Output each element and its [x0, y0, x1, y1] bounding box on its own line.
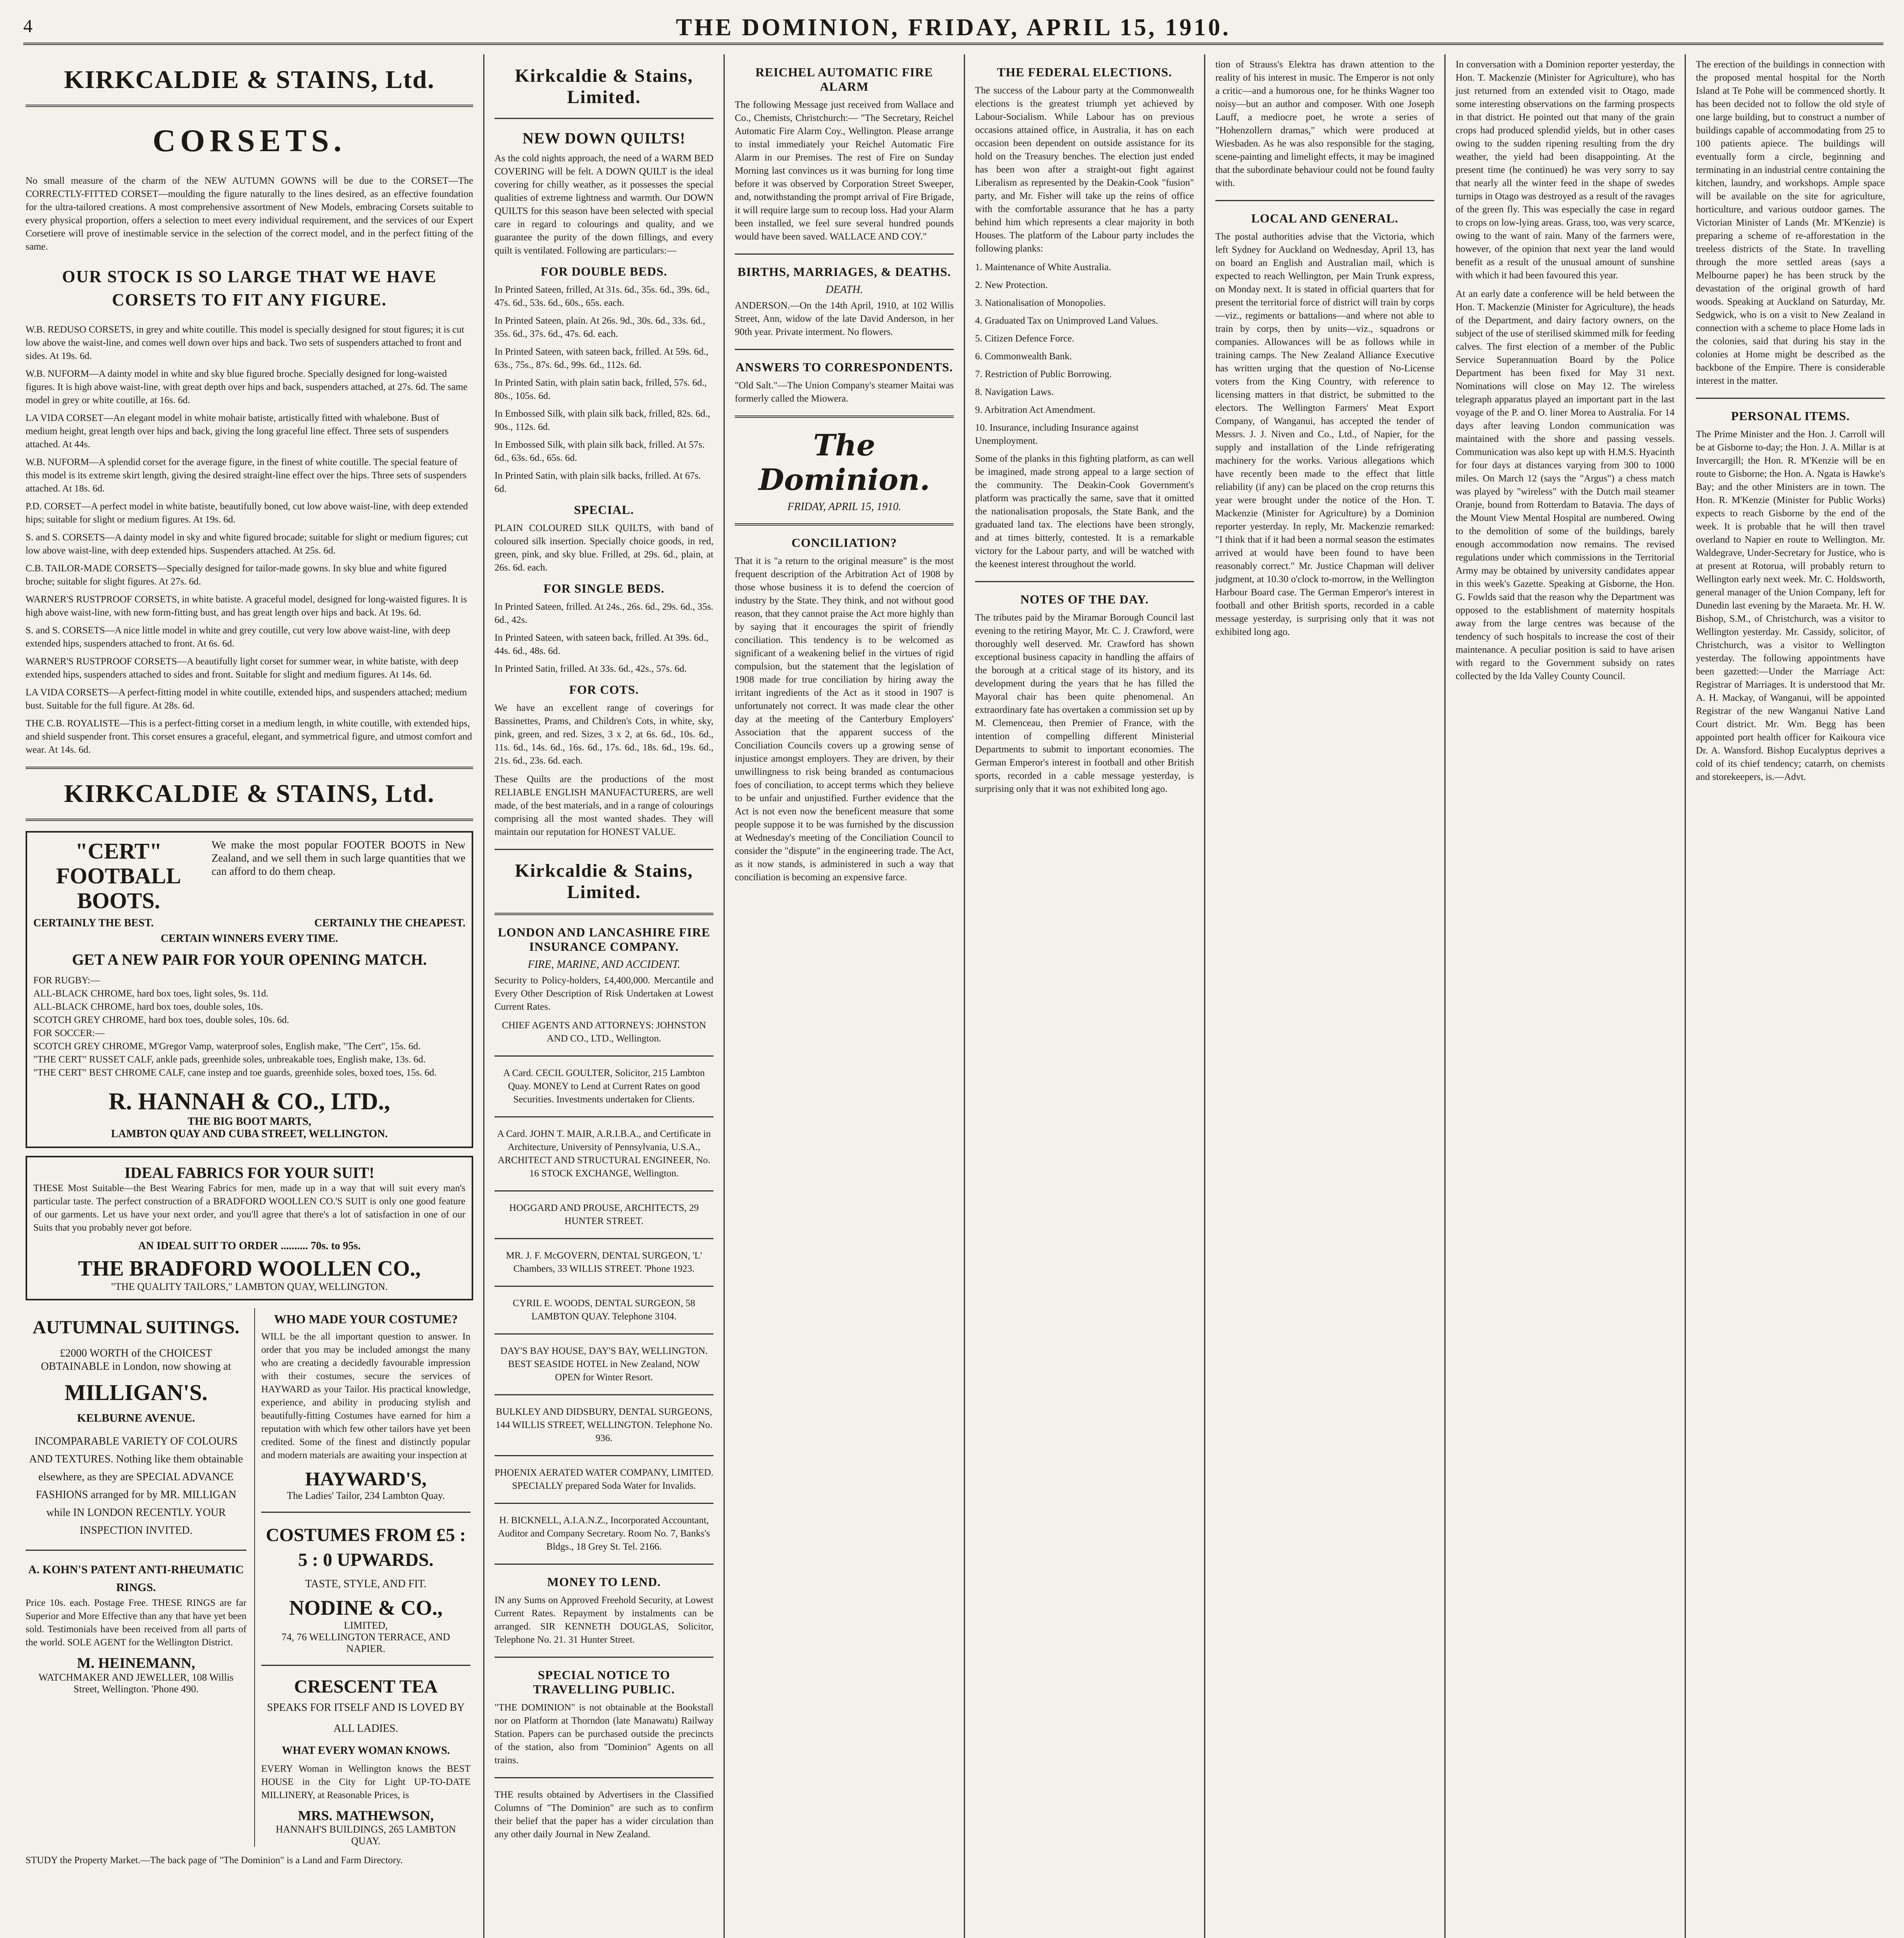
kirkcaldie-heading-2: Kirkcaldie & Stains, Limited. — [515, 66, 693, 107]
corset-item: THE C.B. ROYALISTE—This is a perfect-fitting corset in a medium length, in white coutille, with extended hips, and shield suspender front. This corset ensures a graceful, elegant, and symmetrical figure, and utmost comfort and wear. At 14s. 6d. — [26, 718, 472, 755]
column-7-articles — [1686, 54, 1895, 1938]
boots-list-item: SCOTCH GREY CHROME, hard box toes, double soles, 10s. 6d. — [33, 1015, 289, 1025]
local-heading: LOCAL AND GENERAL. — [1251, 211, 1399, 225]
divider — [1696, 398, 1885, 399]
heinemann-name: M. HEINEMANN, — [77, 1655, 195, 1671]
quilts-heading: NEW DOWN QUILTS! — [522, 129, 686, 147]
divider — [26, 1550, 246, 1551]
costumes-title: COSTUMES FROM £5 : 5 : 0 UPWARDS. — [266, 1525, 466, 1570]
suitings-title: AUTUMNAL SUITINGS. — [33, 1317, 240, 1338]
page-number: 4 — [23, 16, 33, 36]
alarm-text: The following Message just received from Wallace and Co., Chemists, Christchurch:— "The Secretary, Reichel Automatic Fire Alarm Coy., Wellington. Please arrange to instal immediately your Reichel Automatic Fire Alarm in our Premises. The rest of Fire on Sunday Morning last convinces us it was burning for long time before it was observed by Corporation Street Sweeper, and, notwithstanding the prompt arrival of Fire Brigade, it will require large sum to recoup loss. Had your Alarm been installed, we feel sure several hundred pounds would have been saved. WALLACE AND COY." — [735, 100, 954, 242]
fabrics-price: AN IDEAL SUIT TO ORDER .......... 70s. to 95s. — [138, 1240, 361, 1252]
quilts-text: As the cold nights approach, the need of a WARM BED COVERING will be felt. A DOWN QUILT is the ideal covering for chilly weather, as it possesses the special qualities of extreme lightness and warmth. Our DOWN QUILTS for this season have been selected with special care in regard to colourings and quality, and we guarantee the purity of the down fillings, and every quilt is ventilated. Following are particulars:— — [495, 153, 713, 256]
notes-heading: NOTES OF THE DAY. — [1020, 592, 1149, 606]
column-5-articles — [1205, 54, 1446, 1938]
card-woods: CYRIL E. WOODS, DENTAL SURGEON, 58 LAMBTON QUAY. Telephone 3104. — [513, 1298, 695, 1322]
boots-list-item: ALL-BLACK CHROME, hard box toes, double soles, 10s. — [33, 1002, 263, 1012]
plank-item: 5. Citizen Defence Force. — [975, 333, 1075, 344]
plank-item: 2. New Protection. — [975, 280, 1048, 290]
nodine-name: NODINE & CO., — [289, 1596, 443, 1619]
divider — [26, 767, 473, 769]
divider — [495, 1455, 713, 1456]
divider — [495, 1055, 713, 1057]
quilt-item: In Printed Satin, frilled. At 33s. 6d., 42s., 57s. 6d. — [495, 664, 687, 674]
boots-note: We make the most popular FOOTER BOOTS in New Zealand, and we sell them in such large quantities that we can afford to do them cheap. — [212, 839, 465, 878]
cots-heading: FOR COTS. — [569, 683, 639, 697]
mathewson-addr: HANNAH'S BUILDINGS, 265 LAMBTON QUAY. — [276, 1824, 456, 1847]
notice-text: "THE DOMINION" is not obtainable at the Bookstall nor on Platform at Thorndon (late Manawatu) Railway Station. Papers can be purchased outside the precincts of the station, also from "Dominion" Agents on all trains. — [495, 1702, 713, 1766]
crescent-text: SPEAKS FOR ITSELF AND IS LOVED BY ALL LADIES. — [267, 1702, 465, 1735]
quilt-item: In Printed Sateen, with sateen back, frilled. At 39s. 6d., 44s. 6d., 48s. 6d. — [495, 633, 708, 656]
corsets-heading: CORSETS. — [152, 123, 346, 158]
death-text: ANDERSON.—On the 14th April, 1910, at 102 Willis Street, Ann, widow of the late David Anderson, in her 90th year. Private interment. No flowers. — [735, 300, 954, 337]
boots-list-item: FOR SOCCER:— — [33, 1028, 105, 1038]
divider — [495, 1564, 713, 1565]
plank-item: 9. Arbitration Act Amendment. — [975, 405, 1096, 415]
column-1-advertisements — [16, 54, 484, 1938]
local-text: The postal authorities advise that the Victoria, which left Sydney for Auckland on Wednesday, April 13, has on board an English and Australian mail, which is expected to reach Wellington, per Main Trunk express, on Monday next. It is stated in official quarters that for present the territorial force of district will train by corps—viz., regiments or battalions—and where not able to train by corps, then by units—viz., squadrons or companies. Allowances will be as follows while in training camps. The New Zealand Alliance Executive has written urging that the question of No-License voters from the King Country, with reference to licensing matters in that district, be submitted to the electors. The Wellington Farmers' Meat Export Company, of Wanganui, has accepted the tender of Messrs. J. J. Niven and Co., Ltd., of Napier, for the supply and installation of the Linde refrigerating machinery for the works. Various allegations which have recently been made to the effect that little reliability (if any) can be placed on the crop returns this year were brought under the notice of the Hon. T. Mackenzie (Minister for Agriculture) by a Dominion reporter yesterday. In reply, Mr. Mackenzie remarked: "I think that if it had been a normal season the estimates arrived at would have been found to have been reasonably correct." Mr. Justice Chapman will deliver judgment, at 10.30 o'clock to-morrow, in the Wellington Harbour Board case. The German Emperor's interest in football and other British sports, recorded in a cable message yesterday, is surprising only that it was not exhibited long ago. — [1215, 231, 1434, 637]
column-2-advertisements — [484, 54, 725, 1938]
federal-text-1: The success of the Labour party at the Commonwealth elections is the greatest triumph yet achieved by Labour-Socialism. While Labour has on previous occasions attained office, in Australia, it has on each occasion been dependent on outside assistance for its hold on the Treasury benches. The election just ended has been won after a straight-out fight against Liberalism as represented by the Deakin-Cook "fusion" party, and Mr. Fisher will take up the reins of office with the comfortable assurance that he has a party behind him which represents a clear majority in both Houses. The platform of the Labour party includes the following planks: — [975, 85, 1194, 254]
milligan-text: INCOMPARABLE VARIETY OF COLOURS AND TEXTURES. Nothing like them obtainable elsewhere, as they are SPECIAL ADVANCE FASHIONS arranged for by MR. MILLIGAN while IN LONDON RECENTLY. YOUR INSPECTION INVITED. — [29, 1435, 243, 1536]
corset-item: S. and S. CORSETS—A nice little model in white and grey coutille, cut very low above waist-line, with deep extended hips, suspenders attached to front. At 6s. 6d. — [26, 625, 450, 649]
football-boots-ad — [26, 831, 473, 1148]
notes-text: The tributes paid by the Miramar Borough Council last evening to the retiring Mayor, Mr. C. J. Crawford, were thoroughly well deserved. Mr. Crawford has shown exceptional business capacity in handling the affairs of the borough at a critical stage of its history, and its development during the years that he has filled the Mayoral chair has been quite phenomenal. An extraordinary fate has overtaken a commission set up by M. Clemenceau, then Premier of France, with the intention of compelling different Ministerial Departments to submit to important economies. The German Emperor's interest in football and other British sports, recorded in a cable message yesterday, is surprising only that it was not exhibited long ago. — [975, 612, 1194, 794]
divider — [495, 118, 713, 119]
insurance-sub: FIRE, MARINE, AND ACCIDENT. — [527, 959, 681, 971]
kirkcaldie-heading-3: Kirkcaldie & Stains, Limited. — [515, 860, 693, 902]
divider — [495, 1777, 713, 1778]
page-masthead — [23, 12, 1883, 45]
divider — [1215, 200, 1434, 201]
quilt-item: In Embossed Silk, with plain silk back, frilled. At 57s. 6d., 63s. 6d., 65s. 6d. — [495, 440, 705, 463]
insurance-agents: CHIEF AGENTS AND ATTORNEYS: JOHNSTON AND CO., LTD., Wellington. — [502, 1020, 706, 1044]
corset-item: LA VIDA CORSETS—A perfect-fitting model in white coutille, extended hips, and suspenders attached; medium bust. Suitable for the full figure. At 28s. 6d. — [26, 687, 467, 711]
divider — [975, 581, 1194, 582]
editorial-heading: CONCILIATION? — [791, 536, 897, 550]
editorial-masthead: The Dominion. — [758, 428, 930, 497]
kohn-title: A. KOHN'S PATENT ANTI-RHEUMATIC RINGS. — [28, 1563, 244, 1594]
divider — [261, 1665, 470, 1666]
quilts-footer: These Quilts are the productions of the most RELIABLE ENGLISH MANUFACTURERS, are well made, of the best materials, and in a range of colourings comprising all the most wanted shades. They will maintain our reputation for HONEST VALUE. — [495, 774, 713, 837]
heinemann-addr: WATCHMAKER AND JEWELLER, 108 Willis Street, Wellington. 'Phone 490. — [38, 1672, 234, 1695]
card-bulkley: BULKLEY AND DIDSBURY, DENTAL SURGEONS, 144 WILLIS STREET, WELLINGTON. Telephone No. 936. — [495, 1407, 713, 1443]
corset-item: W.B. NUFORM—A splendid corset for the average figure, in the finest of white coutille. The special feature of this model is its extreme skirt length, giving the desired straight-line effect over the hips. Three sets of suspenders attached. At 18s. 6d. — [26, 457, 467, 494]
corset-item: W.B. REDUSO CORSETS, in grey and white coutille. This model is specially designed for stout figures; it is cut low above the waist-line, and comes well down over hips and back. Two sets of suspenders attached to front and sides. At 19s. 6d. — [26, 324, 464, 361]
nodine-sub: LIMITED, — [344, 1620, 388, 1631]
ads-row — [26, 1308, 473, 1847]
money-text: IN any Sums on Approved Freehold Security, at Lowest Current Rates. Repayment by instalments can be arranged. SIR KENNETH DOUGLAS, Solicitor, Telephone No. 21. 31 Hunter Street. — [495, 1595, 713, 1645]
boots-list-item: ALL-BLACK CHROME, hard box toes, light soles, 9s. 11d. — [33, 988, 269, 999]
bradford-ad — [26, 1156, 473, 1300]
personal-heading: PERSONAL ITEMS. — [1731, 409, 1850, 423]
crescent-title: CRESCENT TEA — [294, 1676, 438, 1697]
answers-heading: ANSWERS TO CORRESPONDENTS. — [736, 360, 953, 374]
crescent-tag: WHAT EVERY WOMAN KNOWS. — [282, 1745, 450, 1757]
fabrics-title: IDEAL FABRICS FOR YOUR SUIT! — [124, 1164, 374, 1181]
plank-item: 3. Nationalisation of Monopolies. — [975, 298, 1106, 308]
column-4-articles — [965, 54, 1205, 1938]
newspaper-title: THE DOMINION, FRIDAY, APRIL 15, 1910. — [676, 14, 1231, 41]
corset-item: WARNER'S RUSTPROOF CORSETS—A beautifully light corset for summer wear, in white batiste, with deep extended hips, suspenders attached to sides and front. Suitable for slight and medium figures. At 14s. 6d. — [26, 656, 458, 680]
double-beds-heading: FOR DOUBLE BEDS. — [541, 264, 667, 278]
corsets-intro: No small measure of the charm of the NEW AUTUMN GOWNS will be due to the CORSET—The CORRECTLY-FITTED CORSET—moulding the figure naturally to the lines desired, as an effective foundation for the ultra-tailored creations. A most comprehensive assortment of New Models, embracing Corsets suitable to every physical proportion, offers a selection to meet every individual requirement, and the services of our Expert Corsetiere will prove of inestimable service in the selection of the correct model, and in the perfect fitting of the same. — [26, 176, 473, 252]
quilt-item: In Printed Sateen, with sateen back, frilled. At 59s. 6d., 63s., 75s., 87s. 6d., 99s. 6d., 112s. 6d. — [495, 347, 708, 370]
plank-item: 7. Restriction of Public Borrowing. — [975, 369, 1112, 379]
card-bicknell: H. BICKNELL, A.I.A.N.Z., Incorporated Accountant, Auditor and Company Secretary. Room No. 7, Banks's Bldgs., 18 Grey St. Tel. 2166. — [498, 1515, 710, 1552]
divider — [735, 523, 954, 526]
card-goulter: A Card. CECIL GOULTER, Solicitor, 215 Lambton Quay. MONEY to Lend at Current Rates on good Securities. Investments undertaken for Clients. — [503, 1068, 705, 1105]
special-heading: SPECIAL. — [574, 503, 634, 517]
quilt-item: In Printed Satin, with plain silk backs, frilled. At 67s. 6d. — [495, 471, 701, 494]
divider — [26, 105, 473, 107]
boots-tag-best: CERTAINLY THE BEST. — [33, 917, 154, 929]
otago-text: In conversation with a Dominion reporter yesterday, the Hon. T. Mackenzie (Minister for Agriculture), who has just returned from an extended visit to Otago, made some interesting observations on the farming prospects in that district. He pointed out that many of the grain crops had produced splendid yields, but in other cases owing to the sudden ripening resulting from the dry weather, the yield had been disappointing. At the present time (he continued) he was very sorry to say that nearly all the winter feed in the shape of swedes turnips in Otago was destroyed as a result of the ravages of the green fly. This was especially the case in regard to crops on low-lying areas. Grass, too, was very scarce, owing to the want of rain. Many of the farmers were, however, of the opinion that next year the land would benefit as a result of the unusual amount of sunshine with which it had been favoured this year. — [1456, 59, 1675, 281]
milligan-name: MILLIGAN'S. — [64, 1380, 208, 1405]
divider — [495, 1657, 713, 1658]
hayward-ad — [254, 1308, 470, 1847]
study-property-text: STUDY the Property Market.—The back page of "The Dominion" is a Land and Farm Directory. — [26, 1855, 403, 1866]
insurance-text: Security to Policy-holders, £4,400,000. Mercantile and Every Other Description of Risk Undertaken at Lowest Current Rates. — [495, 975, 713, 1012]
death-heading: DEATH. — [825, 284, 863, 296]
editorial-text: That it is "a return to the original measure" is the most frequent description of the Arbitration Act of 1908 by those whose business it is to defend the coercion of industry by the State. They think, and not without good reason, that they cannot praise the Act more highly than by saying that it encourages the spirit of friendly conciliation. This tendency is to be welcomed as significant of a weakening belief in the virtues of rigid compulsion, but the statement that the legislation of 1908 made for true conciliation by hiring away the irritant ingredients of the Act as it stood in 1907 is unfortunately not correct. It was made clear the other day at the meeting of the Canterbury Employers' Association that the apparent success of the Conciliation Councils covers up a growing sense of injustice amongst employers. They are driven, by their unwillingness to risk being branded as contumacious foes of conciliation, to accept terms which they believe to be unfair and unjustified. Further evidence that the Act is not even now the beneficent measure that some people suppose it to be was furnished by the discussion at Wednesday's meeting of the Conciliation Council to consider the "dispute" in the engineering trade. The Act, as it now stands, is administered in such a way that conciliation is becoming an expensive farce. — [735, 556, 954, 883]
milligan-addr: KELBURNE AVENUE. — [77, 1412, 195, 1424]
hannah-addr2: LAMBTON QUAY AND CUBA STREET, WELLINGTON. — [111, 1128, 388, 1140]
plank-item: 1. Maintenance of White Australia. — [975, 262, 1111, 272]
answers-text: "Old Salt."—The Union Company's steamer Maitai was formerly called the Miowera. — [735, 380, 954, 404]
divider — [495, 1333, 713, 1335]
hannah-name: R. HANNAH & CO., LTD., — [109, 1088, 390, 1115]
kohn-text: Price 10s. each. Postage Free. THESE RINGS are far Superior and More Effective than any that have yet been sold. Testimonials have been received from all parts of the world. SOLE AGENT for the Wellington District. — [26, 1598, 246, 1648]
divider — [735, 253, 954, 255]
divider — [495, 1238, 713, 1239]
nodine-addr: 74, 76 WELLINGTON TERRACE, AND NAPIER. — [281, 1631, 450, 1654]
column-6-articles — [1446, 54, 1686, 1938]
federal-text-2: Some of the planks in this fighting platform, as can well be imagined, made strong appeal to a large section of the community. The Deakin-Cook Government's platform was practically the same, save that it omitted the nationalisation proposals, the State Bank, and the graduated land tax. The elections have been strongly, and at times bitterly, contested. It is a remarkable victory for the Labour party, and will be watched with the keenest interest throughout the world. — [975, 453, 1194, 569]
corset-item: WARNER'S RUSTPROOF CORSETS, in white batiste. A graceful model, designed for long-waisted figures. It is high above waist-line, with new form-fitting bust, and has great length over hips and back. At 19s. 6d. — [26, 594, 467, 618]
kirkcaldie-heading: KIRKCALDIE & STAINS, Ltd. — [64, 66, 435, 94]
boots-get-pair: GET A NEW PAIR FOR YOUR OPENING MATCH. — [72, 951, 427, 968]
bradford-sub: "THE QUALITY TAILORS," LAMBTON QUAY, WELLINGTON. — [111, 1281, 388, 1292]
hayward-addr: The Ladies' Tailor, 234 Lambton Quay. — [287, 1490, 445, 1501]
corsets-slogan: OUR STOCK IS SO LARGE THAT WE HAVE CORSETS TO FIT ANY FIGURE. — [62, 267, 437, 309]
card-phoenix: PHOENIX AERATED WATER COMPANY, LIMITED. SPECIALLY prepared Soda Water for Invalids. — [495, 1467, 713, 1491]
divider — [495, 1116, 713, 1117]
boots-list-item: FOR RUGBY:— — [33, 975, 100, 986]
quilt-item: In Printed Sateen, plain. At 26s. 9d., 30s. 6d., 33s. 6d., 35s. 6d., 37s. 6d., 47s. 6d. each. — [495, 316, 705, 339]
hayward-head: WHO MADE YOUR COSTUME? — [274, 1312, 458, 1326]
divider — [261, 1512, 470, 1513]
results-text: THE results obtained by Advertisers in the Classified Columns of "The Dominion" are such as to confirm their belief that the paper has a wider circulation than any other daily Journal in New Zealand. — [495, 1790, 713, 1840]
plank-item: 4. Graduated Tax on Unimproved Land Values. — [975, 316, 1158, 326]
divider — [495, 1286, 713, 1287]
corset-item: W.B. NUFORM—A dainty model in white and sky blue figured broche. Specially designed for long-waisted figures. It is high above waist-line, with great depth over hips and back, suspenders attached, at 27s. 6d. The same model in grey or white coutille, at 16s. 6d. — [26, 369, 468, 405]
boots-list-item: SCOTCH GREY CHROME, M'Gregor Vamp, waterproof soles, English make, "The Cert", 15s. 6d. — [33, 1041, 421, 1052]
milligan-ad — [26, 1308, 246, 1847]
quilt-item: In Printed Sateen, frilled. At 24s., 26s. 6d., 29s. 6d., 35s. 6d., 42s. — [495, 602, 713, 625]
quilt-item: In Printed Sateen, frilled, At 31s. 6d., 35s. 6d., 39s. 6d., 47s. 6d., 53s. 6d., 60s., 65s. each. — [495, 284, 710, 308]
money-heading: MONEY TO LEND. — [547, 1575, 661, 1589]
divider — [495, 913, 713, 915]
quilt-item: In Printed Satin, with plain satin back, frilled, 57s. 6d., 80s., 105s. 6d. — [495, 378, 707, 401]
personal-text: The Prime Minister and the Hon. J. Carroll will be at Gisborne to-day; the Hon. J. A. Millar is at Invercargill; the Hon. R. M'Kenzie will be en route to Gisborne; the Hon. A. Ngata is Hawke's Bay; and the other Ministers are in town. The Hon. R. M'Kenzie (Minister for Public Works) expects to reach Gisborne by the end of the week. It is probable that he will then travel overland to Napier en route to Wellington. Mr. Waldegrave, Under-Secretary for Justice, who is at present at Rotorua, will probably return to Wellington early next week. Mr. C. Holdsworth, general manager of the Union Company, left for Dunedin last evening by the Maraeta. Mr. H. W. Bishop, S.M., of Christchurch, was a visitor to Wellington yesterday. Mr. Cassidy, solicitor, of Christchurch, was a visitor to Wellington yesterday. The following appointments have been gazetted:—Under the Marriage Act: Registrar of Marriages. It is understood that Mr. A. H. Mackay, of Wanganui, will be appointed Registrar of the new Wanganui Native Land Court district. Mr. Wm. Begg has been appointed port health officer for Kaikoura vice Dr. A. Wansford. Bishop Eucalyptus deprives a cold of its chief tendency; catarrh, on chemists and storekeepers, is.—Advt. — [1696, 429, 1885, 782]
single-beds-heading: FOR SINGLE BEDS. — [543, 581, 665, 595]
divider — [735, 416, 954, 418]
quilt-item: In Embossed Silk, with plain silk back, frilled, 82s. 6d., 90s., 112s. 6d. — [495, 409, 710, 432]
milligan-price: £2000 WORTH of the CHOICEST OBTAINABLE in London, now showing at — [41, 1347, 231, 1372]
music-text: tion of Strauss's Elektra has drawn attention to the reality of his interest in music. The Emperor is not only a critic—and a humorous one, for he thinks Wagner too noisy—but an author and composer. With one Joseph Lauff, a mediocre poet, he wrote a series of "Hohenzollern dramas," which were produced at Wiesbaden. As he was also responsible for the staging, scene-painting and limelight effects, it may be imagined that the subordinate behaviour could not be found faulty with. — [1215, 59, 1434, 188]
card-hoggard: HOGGARD AND PROUSE, ARCHITECTS, 29 HUNTER STREET. — [509, 1203, 699, 1226]
kirkcaldie-footer: KIRKCALDIE & STAINS, Ltd. — [64, 779, 435, 808]
divider — [735, 349, 954, 350]
divider — [495, 1190, 713, 1191]
hayward-name: HAYWARD'S, — [305, 1468, 427, 1490]
divider — [495, 849, 713, 850]
hannah-addr1: THE BIG BOOT MARTS, — [187, 1116, 312, 1128]
special-text: PLAIN COLOURED SILK QUILTS, with band of coloured silk insertion. Specially choice goods, in red, green, pink, and sky blue. Frilled, at 29s. 6d., plain, at 26s. 6d. each. — [495, 523, 713, 573]
mathewson-name: MRS. MATHEWSON, — [298, 1808, 434, 1823]
alarm-title: REICHEL AUTOMATIC FIRE ALARM — [755, 65, 933, 93]
boots-title: "CERT" FOOTBALL BOOTS. — [56, 838, 181, 913]
divider — [26, 819, 473, 821]
corset-item: P.D. CORSET—A perfect model in white batiste, beautifully boned, cut low above waist-line, with deep extended hips; suitable for slight or medium figures. At 19s. 6d. — [26, 501, 468, 525]
divider — [495, 1503, 713, 1504]
plank-item: 10. Insurance, including Insurance against Unemployment. — [975, 422, 1139, 446]
plank-item: 8. Navigation Laws. — [975, 387, 1054, 397]
mathewson-text: EVERY Woman in Wellington knows the BEST HOUSE in the City for Light UP-TO-DATE MILLINERY, at Reasonable Prices, is — [261, 1764, 470, 1800]
corset-item: S. and S. CORSETS—A dainty model in sky and white figured brocade; suitable for slight or medium figures; cut low above waist-line, with deep extended hips. Suspenders attached. At 25s. 6d. — [26, 532, 468, 556]
card-mcgovern: MR. J. F. McGOVERN, DENTAL SURGEON, 'L' Chambers, 33 WILLIS STREET. 'Phone 1923. — [506, 1250, 702, 1274]
card-days-bay: DAY'S BAY HOUSE, DAY'S BAY, WELLINGTON. BEST SEASIDE HOTEL in New Zealand, NOW OPEN for Winter Resort. — [500, 1346, 708, 1383]
bradford-name: THE BRADFORD WOOLLEN CO., — [78, 1257, 421, 1281]
births-heading: BIRTHS, MARRIAGES, & DEATHS. — [737, 265, 951, 279]
card-mair: A Card. JOHN T. MAIR, A.R.I.B.A., and Certificate in Architecture, University of Pennsylvania, U.S.A., ARCHITECT AND STRUCTURAL ENGINEER, No. 16 STOCK EXCHANGE, Wellington. — [497, 1129, 711, 1179]
insurance-name: LONDON AND LANCASHIRE FIRE INSURANCE COMPANY. — [498, 925, 710, 953]
cots-text: We have an excellent range of coverings for Bassinettes, Prams, and Children's Cots, in white, sky, pink, green, and red. Sizes, 3 x 2, at 6s. 6d., 10s. 6d., 11s. 6d., 14s. 6d., 16s. 6d., 17s. 6d., 18s. 6d., 19s. 6d., 21s. 6d., 23s. 6d. each. — [495, 703, 713, 766]
boots-list-item: "THE CERT" BEST CHROME CALF, cane instep and toe guards, greenhide soles, boxed toes, 15s. 6d. — [33, 1067, 437, 1078]
general-news-text: At an early date a conference will be held between the Hon. T. Mackenzie (Minister for Agriculture), the heads of the Department, and dairy factory owners, on the subject of the use of sterilised skimmed milk for feeding calves. The first election of a member of the Public Service Superannuation Board by the Police Department has been fixed for May 31 next. Nominations will close on May 12. The wireless telegraph apparatus played an important part in the last voyage of the P. and O. liner Morea to Australia. For 14 days after leaving London communication was maintained with the shore and passing vessels. Communication was also kept up with H.M.S. Hyacinth for four days at distances varying from 300 to 1000 miles. On March 12 (says the "Argus") a chess match was played by "wireless" with the Dutch mail steamer Oranje, bound from Rotterdam to Batavia. The days of the Mount View Mental Hospital are numbered. Owing to the demolition of some of the buildings, barely enough accommodation now remains. The revised regulations under which commissions in the Territorial Army may be obtained by university candidates appear in this week's Gazette. Speaking at Gisborne, the Hon. G. Fowlds said that the reason why the Department was opposed to the establishment of maternity hospitals away from the large centres was because of the tendency of such hospitals to increase the cost of their maintenance. A peculiar position is said to have arisen with regard to the Government subsidy on rates collected by the Ida Valley County Council. — [1456, 289, 1675, 681]
federal-heading: THE FEDERAL ELECTIONS. — [997, 65, 1172, 79]
corset-item: LA VIDA CORSET—An elegant model in white mohair batiste, artistically fitted with whalebone. Bust of medium height, great length over hips and back, giving the long graceful line effect. Three sets of suspenders attached. At 44s. — [26, 413, 449, 450]
hayward-text: WILL be the all important question to answer. In order that you may be included amongst the many who are creating a decidedly favourable impression with their costumes, secure the services of HAYWARD as your Tailor. His practical knowledge, experience, and ability in producing stylish and beautifully-fitting Costumes have earned for him a reputation with which few other tailors have yet been credited. Some of the finest and distinctly popular and modern materials are awaiting your inspection at — [261, 1331, 470, 1460]
plank-item: 6. Commonwealth Bank. — [975, 351, 1072, 362]
fabrics-text: THESE Most Suitable—the Best Wearing Fabrics for men, made up in a way that will suit every man's particular taste. The perfect construction of a BRADFORD WOOLLEN CO.'S SUIT is only one good feature of our garments. Let us have your next order, and you'll agree that there's a lot of satisfaction in one of our Suits that you probably never got before. — [33, 1183, 465, 1233]
boots-list-item: "THE CERT" RUSSET CALF, ankle pads, greenhide soles, unbreakable toes, English make, 13s. 6d. — [33, 1054, 426, 1065]
column-3-editorial — [725, 54, 965, 1938]
corset-item: C.B. TAILOR-MADE CORSETS—Specially designed for tailor-made gowns. In sky blue and white figured broche; suitable for slight figures. At 27s. 6d. — [26, 563, 447, 587]
hospital-text: The erection of the buildings in connection with the proposed mental hospital for the North Island at Te Pohe will be commenced shortly. It has been decided not to follow the old style of one large building, but to construct a number of buildings capable of accommodating from 25 to 100 patients apiece. The buildings will eventually form a circle, beginning and terminating in an industrial centre containing the kitchen, laundry, and workshops. Ample space will be available on the site for agriculture, horticulture, and various outdoor games. The Victorian Minister of Lands (Mr. M'Kenzie) is preparing a scheme of re-afforestation in the treeless districts of the State. In travelling through the more settled areas (says a Melbourne paper) he has been struck by the devastation of the original growth of hard woods. Speaking at Auckland on Saturday, Mr. Sedgwick, who is on a visit to New Zealand in connection with a scheme to place Home lads in the colonies, said that during his stay in the colonies at Home might be described as the backbone of the Empire. There is considerable interest in the matter. — [1696, 59, 1885, 386]
notice-heading: SPECIAL NOTICE TO TRAVELLING PUBLIC. — [533, 1668, 675, 1696]
boots-tag-winners: CERTAIN WINNERS EVERY TIME. — [160, 933, 338, 945]
divider — [495, 1394, 713, 1395]
costumes-sub: TASTE, STYLE, AND FIT. — [305, 1578, 427, 1590]
boots-tag-cheapest: CERTAINLY THE CHEAPEST. — [314, 917, 465, 929]
editorial-dateline: FRIDAY, APRIL 15, 1910. — [787, 501, 901, 513]
